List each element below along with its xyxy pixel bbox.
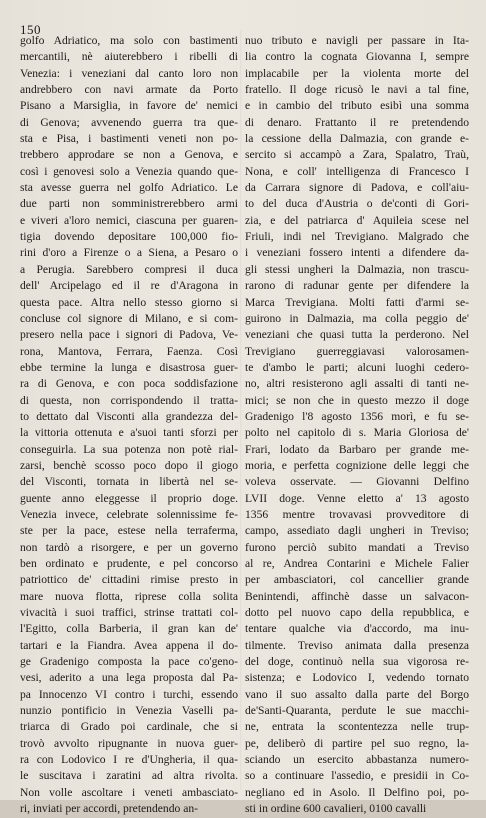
text-line: nuo tributo e navigli per passare in Ita- [245, 34, 469, 47]
text-line: rona, Mantova, Ferrara, Faenza. Così [20, 344, 238, 358]
right-text-column [245, 33, 469, 818]
text-line: ebbe termine la lunga e disastrosa guer- [20, 360, 238, 374]
text-line: ra di Genova, e con poca soddisfazione [20, 377, 238, 391]
text-line: di denaro. Frattanto il re pretendendo [245, 115, 469, 129]
text-line: e in cambio del tributo esibì una somma [245, 99, 469, 113]
text-line: mercantili, nè aiuterebbero i ribelli di [20, 50, 238, 64]
text-line: la cessione della Dalmazia, con grande e- [245, 132, 469, 146]
text-line: per ambasciatori, col cancellier grande [245, 573, 469, 587]
text-line: implacabile per la violenta morte del [245, 66, 469, 80]
text-line: tartari e la Fiandra. Avea appena il do- [20, 638, 238, 652]
text-line: così i genovesi solo a Venezia quando que- [20, 164, 238, 178]
text-line: andrebbero con navi armate da Porto [20, 83, 238, 97]
text-line: Gradenigo l'8 agosto 1356 morì, e fu se- [245, 409, 469, 423]
text-line: zarsi, benchè scosso poco dopo il giogo [20, 458, 238, 472]
text-line: al re, Andrea Contarini e Michele Falier [245, 557, 469, 570]
text-line: polto nel capitolo di s. Maria Gloriosa de' [245, 426, 469, 440]
text-line: fratello. Il doge ricusò le navi a tal fine, [245, 83, 469, 97]
text-line: tilmente. Treviso animata dalla presenza [245, 638, 469, 652]
text-line: tentare qualche via d'accordo, ma inu- [245, 622, 469, 636]
text-line: del Visconti, tornata in libertà nel se- [20, 475, 238, 489]
text-line: di questa, non corrispondendo il tratta- [20, 393, 238, 407]
text-line: ste per la pace, estese nella terraferma, [20, 524, 238, 538]
text-line: negliano ed in Asolo. Il Delfino poi, po- [245, 785, 469, 799]
text-line: da Carrara signore di Padova, e coll'aiu- [245, 181, 469, 195]
text-line: to del duca d'Austria o de'conti di Gori- [245, 197, 469, 211]
text-line: Venezia invece, celebrate solennissime fe- [20, 507, 238, 521]
text-line: i veneziani fossero intenti a difendere da- [245, 246, 469, 260]
text-line: Marca Trevigiana. Molti fatti d'armi se- [245, 295, 469, 309]
text-line: to dettato dal Visconti alla grandezza del- [20, 409, 238, 423]
text-line: la vittoria ottenuta e a'suoi tanti sforzi per [20, 426, 238, 440]
text-line: sistenza; e Lodovico I, vedendo tornato [245, 671, 469, 685]
text-line: patriottico de' cittadini rimise presto in [20, 573, 238, 587]
text-line: sta e Pisa, i bastimenti veneti non po- [20, 132, 238, 146]
text-line: ne, entrata la scontentezza nelle trup- [245, 720, 469, 734]
text-line: trebbero approdare se non a Genova, e [20, 148, 238, 162]
text-line: guirono in Dalmazia, ma colla peggio de' [245, 311, 469, 325]
text-line: Non volle ascoltare i veneti ambasciato- [20, 785, 238, 799]
text-line: ra con Lodovico I re d'Ungheria, il qua- [20, 753, 238, 767]
text-line: veneziani che quasi tutta la perderono. Nel [245, 328, 469, 342]
text-line: nunzio pontificio in Venezia Vaselli pa- [20, 704, 238, 718]
text-line: mici; se non che in questo mezzo il doge [245, 393, 469, 407]
text-line: furono perciò subito mandati a Treviso [245, 540, 469, 554]
text-line: di Genova; avvenendo guerra tra que- [20, 115, 238, 129]
text-line: dotto pel nuovo capo della repubblica, e [245, 606, 469, 620]
text-line: voleva osservate. — Giovanni Delfino [245, 475, 469, 489]
text-line: sti in ordine 600 cavalieri, 0100 cavalli [245, 802, 427, 816]
text-line: del doge, continuò nella sua vigorosa re- [245, 655, 469, 669]
text-line: ge Gradenigo composta la pace co'geno- [20, 655, 238, 669]
text-line: l'Egitto, colla Barberia, il gran kan de' [20, 622, 238, 636]
text-line: mare nuova flotta, riprese colla solita [20, 589, 238, 603]
text-line: Venezia: i veneziani dal canto loro non [20, 66, 238, 80]
text-line: sciando un esercito abbastanza numero- [245, 753, 469, 767]
text-line: non tardò a risorgere, e per un governo [20, 540, 238, 554]
text-line: campo, assediato dagli ungheri in Treviso; [245, 524, 469, 538]
text-line: trovò avvolto ripugnante in nuova guer- [20, 736, 238, 750]
text-line: de'Santi-Quaranta, perdute le sue macchi- [245, 704, 469, 718]
text-line: pe, deliberò di partire pel suo regno, la- [245, 736, 469, 750]
text-line: 1356 mentre trovavasi provveditore di [245, 507, 469, 521]
text-line: gli stessi ungheri la Dalmazia, non trascu- [245, 262, 469, 276]
text-line: a Perugia. Sarebbero compresi il duca [20, 262, 238, 276]
text-line: ri, inviati per accordi, pretendendo an- [20, 802, 199, 816]
text-line: Trevigiano guerreggiavasi valorosamen- [245, 344, 469, 358]
text-line: vano il suo assalto dalla parte del Borgo [245, 687, 469, 701]
text-line: golfo Adriatico, ma solo con bastimenti [20, 34, 238, 47]
left-text-column [20, 33, 238, 818]
text-line: due parti non somministrerebbero armi [20, 197, 238, 211]
text-line: Benintendi, affinchè dasse un salvacon- [245, 589, 469, 603]
text-line: triarca di Grado poi cardinale, che si [20, 720, 238, 734]
column-gutter [240, 30, 242, 790]
text-line: rarono di radunar gente per difendere la [245, 279, 469, 293]
text-line: e viveri a'loro nemici, ciascuna per guaren- [20, 213, 238, 227]
text-line: vivacità i suoi traffici, strinse trattati col- [20, 606, 238, 620]
text-line: no, altri resisterono agli assalti di tanti ne- [245, 377, 469, 391]
page-number: 150 [20, 22, 41, 37]
text-line: presero nella pace i signori di Padova, Ve- [20, 328, 238, 342]
text-line: tigia dovendo depositare 100,000 fio- [20, 230, 238, 244]
text-line: moria, e perfetta cognizione delle leggi che [245, 458, 469, 472]
text-line: lia contro la cognata Giovanna I, sempre [245, 50, 469, 64]
text-line: ben ordinato e prudente, e pel concorso [20, 557, 238, 570]
text-line: le suscitava i zaratini ad altra rivolta. [20, 769, 238, 783]
text-line: so a continuare l'assedio, e presidii in Co- [245, 769, 469, 783]
text-line: conseguirla. La sua potenza non potè rial- [20, 442, 238, 456]
text-line: concluse col signore di Milano, e si com- [20, 311, 238, 325]
text-line: guente anno eleggesse il proprio doge. [20, 491, 238, 505]
text-line: Friuli, indi nel Trevigiano. Malgrado che [245, 230, 469, 244]
text-line: LVII doge. Venne eletto a' 13 agosto [245, 491, 469, 505]
text-line: Pisano a Marsiglia, in favore de' nemici [20, 99, 238, 113]
text-line: te d'ambo le parti; alcuni luoghi cedero- [245, 360, 469, 374]
text-line: pa Innocenzo VI contro i turchi, essendo [20, 687, 238, 701]
text-line: dell' Arcipelago ed il re d'Aragona in [20, 279, 238, 293]
text-line: Frari, lodato da Barbaro per grande me- [245, 442, 469, 456]
text-line: zia, e del patriarca d' Aquileia scese nel [245, 213, 469, 227]
text-line: questa pace. Altra nello stesso giorno si [20, 295, 238, 309]
text-line: Nona, e coll' intelligenza di Francesco I [245, 164, 469, 178]
text-line: rini d'oro a Firenze o a Siena, a Pesaro o [20, 246, 238, 260]
text-line: sercito si accampò a Zara, Spalatro, Traù, [245, 148, 469, 162]
text-line: sta avesse guerra nel golfo Adriatico. Le [20, 181, 238, 195]
text-line: vesi, aderito a una lega proposta dal Pa- [20, 671, 238, 685]
